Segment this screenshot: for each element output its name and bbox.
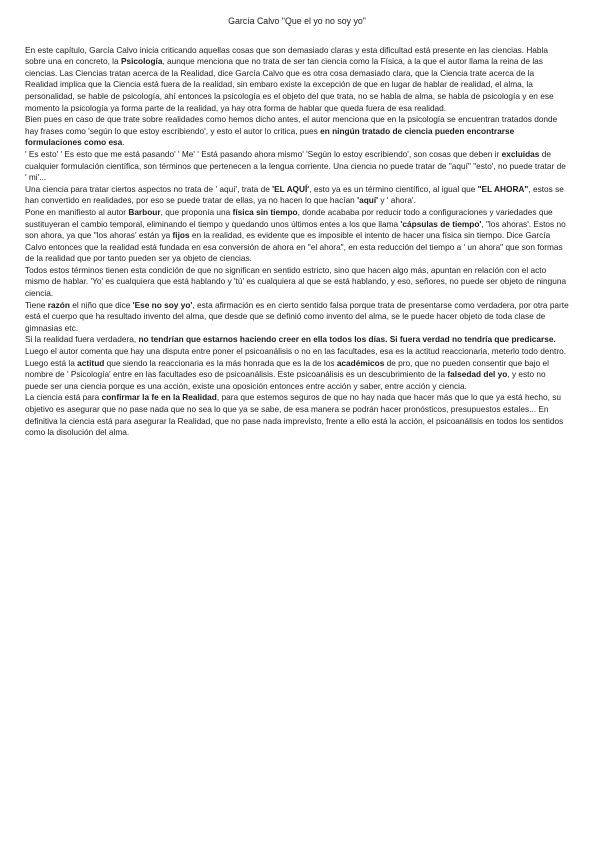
bold-text: excluidas xyxy=(501,148,540,159)
text-run: el niño que dice xyxy=(69,299,133,310)
paragraph xyxy=(25,114,569,149)
text-run: La ciencia está para xyxy=(25,392,102,403)
paragraph xyxy=(25,392,569,438)
text-run: , aunque menciona que no trata de ser tan ciencia como la Física, a la que el autor llama la reina de las ciencias. Las Ciencias tratan acerca de la Realidad, dice García Calvo que es otra cosa demasiado clara, que la Ciencia trate acerca de la Realidad implica que la Ciencia está fuera de la realidad, sin embaro existe la excepción de que en lugar de hablar de realidad, el alma, la personalidad, se hable de psicología, ahí entonces la psicología es el objeto del que trata, no se habla de alma, se habla de psicología y en ese momento la psicología ya forma parte de la realidad, ya hay otra forma de hablar que queda fuera de esa realidad. xyxy=(25,56,554,113)
bold-text: en ningún tratado de ciencia pueden encontrarse formulaciones como esa xyxy=(25,125,515,148)
text-run: y ' ahora'. xyxy=(378,195,416,206)
text-run: , estos se han convertido en realidades, por eso se puede tratar de ellas, ya no hacen lo que hacían xyxy=(25,183,564,206)
paragraph xyxy=(25,184,569,207)
paragraph xyxy=(25,300,569,335)
bold-text: 'EL AQUÍ' xyxy=(272,183,310,194)
bold-text: 'cápsulas de tiempo' xyxy=(400,218,482,229)
text-run: , que proponía una xyxy=(160,206,233,217)
text-run: Luego el autor comenta que hay una disputa entre poner el psicoanálisis o no en las facultades, esa es la actitud reaccionaria, meterlo todo dentro. xyxy=(25,346,567,357)
text-run: Pone en manifiesto al autor xyxy=(25,206,129,217)
text-run: Una ciencia para tratar ciertos aspectos no trata de ' aquí', trata de xyxy=(25,183,273,194)
text-run: , para que estemos seguros de que no hay nada que hacer más que lo que ya está hecho, su objetivo es asegurar que no pase nada que no sea lo que ya se sabe, de esa manera se podrán hacer pronósticos, presupuestos estales... En definitiva la ciencia está para asegurar la Realidad, que no pase nada imprevisto, frente a ello está la acción, el psicoanálisis en todos los sentidos como la disolución del alma. xyxy=(25,392,564,438)
bold-text: falsedad del yo xyxy=(447,369,508,380)
paragraph xyxy=(25,334,569,346)
text-run: de pro, que no pueden consentir que bajo el nombre de ' Psicología' entre en las facultades eso de psicoanálisis. Este psicoanálisis es un descubrimiento de la xyxy=(25,357,550,380)
text-run: Tiene xyxy=(25,299,48,310)
text-run: ' Es esto' ' Es esto que me está pasando' ' Me' ' Está pasando ahora mismo' 'Según lo estoy escribiendo', son cosas que deben ir xyxy=(25,148,502,159)
bold-text: 'aquí' xyxy=(357,195,379,206)
paragraph xyxy=(25,346,569,358)
paragraph xyxy=(25,265,569,300)
bold-text: fijos xyxy=(172,230,190,241)
text-run: que siendo la reaccionaria es la más honrada que es la de los xyxy=(104,357,337,368)
bold-text: académicos xyxy=(336,357,385,368)
document-title: García Calvo "Que el yo no soy yo" xyxy=(228,16,366,26)
text-run: de cualquier formulación científica, son términos que pertenecen a la lengua corriente. Una ciencia no puede tratar de "aquí" "esto', no puede tratar de ' mi'... xyxy=(25,148,566,183)
paragraph xyxy=(25,358,569,393)
text-run: , y esto no puede ser una ciencia porque es una acción, existe una oposición entonces entre acción y saber, entre acción y ciencia. xyxy=(25,369,546,391)
bold-text: no tendrían que estarnos haciendo creer en ella todos los días. Si fuera verdad no tendría que predicarse. xyxy=(138,334,556,345)
text-run: , donde acababa por reducir todo a configuraciones y variedades que sustituyeran el cambio temporal, eliminando el tiempo y quedando unos últimos entes a los que llama xyxy=(25,206,553,229)
bold-text: Barbour xyxy=(128,206,161,217)
bold-text: "EL AHORA" xyxy=(477,183,529,194)
paragraph xyxy=(25,207,569,265)
bold-text: física sin tiempo xyxy=(232,206,298,217)
bold-text: actitud xyxy=(77,357,105,368)
text-run: Todos estos términos tienen esta condición de que no significan en sentido estricto, sino que hacen algo más, apuntan en relación con el acto mismo de hablar. 'Yo' es cualquiera que está hablando y 'tú' es cualquiera al que se está hablando, y eso, señores, no puede ser objeto de ninguna ciencia. xyxy=(25,264,567,299)
text-run: en la realidad, es evidente que es imposible el intento de hacer una física sin tiempo. Dice García Calvo entonces que la realidad está fundada en esa conversión de ahora en "el ahora", en esta reducción del tiempo a ' un ahora" que son formas de la realidad que por tanto pueden ser ya objeto de ciencias. xyxy=(25,230,563,264)
bold-text: Psicología xyxy=(120,56,163,67)
paragraph xyxy=(25,45,569,115)
bold-text: razón xyxy=(47,299,70,310)
text-run: Si la realidad fuera verdadera, xyxy=(25,334,139,345)
paragraph xyxy=(25,149,569,184)
text-run: , esta afirmación es en cierto sentido falsa porque trata de presentarse como verdadera, por otra parte está el cuerpo que ha resultado invento del alma, que desde que se definió como invento del alma, se le puede hacer objeto de toda clase de gimnasias etc. xyxy=(25,299,569,333)
bold-text: confirmar la fe en la Realidad xyxy=(101,392,217,403)
document-body xyxy=(25,45,569,439)
text-run: En este capítulo, García Calvo inicia criticando aquellas cosas que son demasiado claras y esta dificultad está presente en las ciencias. Habla sobre una en concreto, la xyxy=(25,44,548,67)
text-run: Bien pues en caso de que trate sobre realidades como hemos dicho antes, el autor menciona que en la psicología se encuentran tratados donde hay frases como 'según lo que estoy escribiendo', y esto el autor lo critica, pues xyxy=(25,114,558,136)
text-run: , esto ya es un término científico, al igual que xyxy=(309,183,478,194)
text-run: . xyxy=(122,137,125,148)
text-run: Luego está la xyxy=(25,357,78,368)
text-run: , "los ahoras'. Estos no son ahora, ya que "los ahoras' están ya xyxy=(25,218,566,241)
bold-text: 'Ese no soy yo' xyxy=(132,299,193,310)
